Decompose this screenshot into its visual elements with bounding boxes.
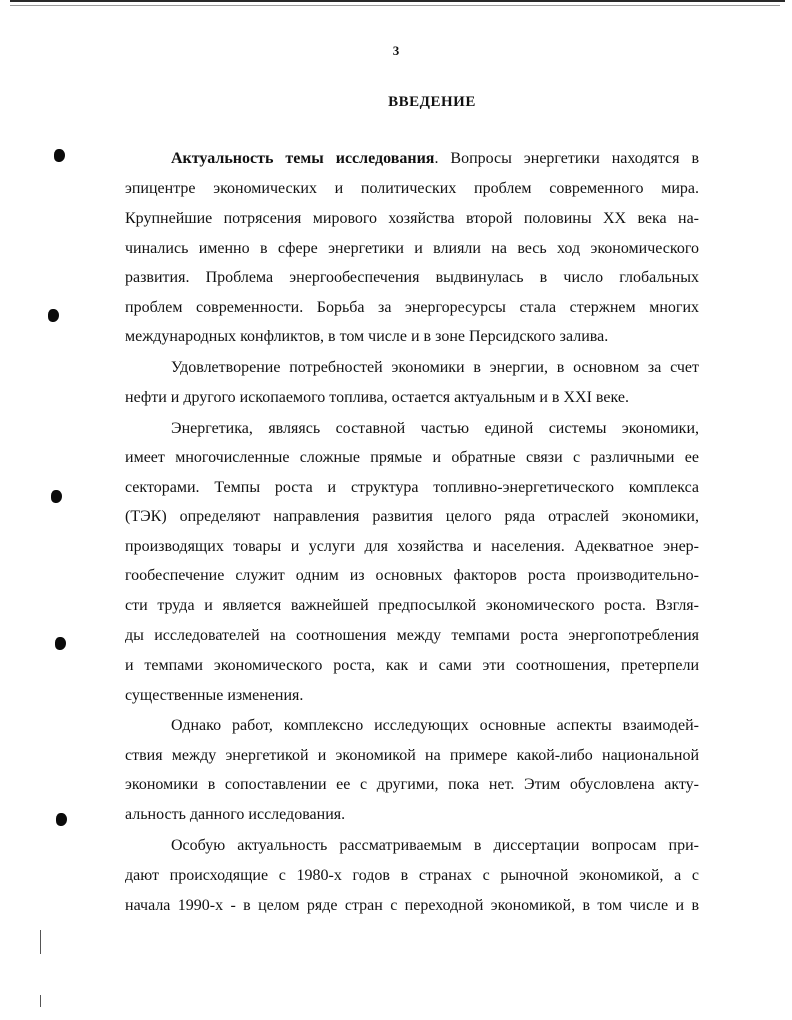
text-line: эпицентре экономических и политических проблем современного мира. [125, 180, 699, 197]
lead-rest-text: . Вопросы энергетики находятся в [434, 150, 700, 167]
lead-phrase: Актуальность темы исследования [171, 150, 435, 167]
binder-hole-mark [54, 149, 65, 162]
scan-mark [40, 995, 41, 1007]
text-line: ствия между энергетикой и экономикой на примере какой-либо национальной [125, 747, 699, 764]
page-heading: ВВЕДЕНИЕ [388, 94, 476, 110]
text-line: секторами. Темпы роста и структура топливно-энергетического комплекса [125, 479, 699, 496]
text-line: Крупнейшие потрясения мирового хозяйства второй половины XX века на- [125, 210, 699, 227]
binder-hole-mark [48, 309, 59, 322]
text-line: Удовлетворение потребностей экономики в энергии, в основном за счет [171, 359, 699, 376]
text-line: производящих товары и услуги для хозяйства и населения. Адекватное энер- [125, 538, 699, 555]
text-line: сти труда и является важнейшей предпосылкой экономического роста. Взгля- [125, 597, 699, 614]
text-line: гообеспечение служит одним из основных факторов роста производительно- [125, 567, 699, 584]
text-line: нефти и другого ископаемого топлива, остается актуальным и в XXI веке. [125, 389, 629, 406]
binder-hole-mark [55, 637, 66, 650]
text-line: развития. Проблема энергообеспечения выдвинулась в число глобальных [125, 269, 699, 286]
text-line: начала 1990-х - в целом ряде стран с переходной экономикой, в том числе и в [125, 897, 699, 914]
text-line: и темпами экономического роста, как и сами эти соотношения, претерпели [125, 657, 699, 674]
scan-mark [40, 930, 41, 954]
text-line: чинались именно в сфере энергетики и влияли на весь ход экономического [125, 240, 699, 257]
text-line: экономики в сопоставлении ее с другими, пока нет. Этим обусловлена акту- [125, 776, 699, 793]
binder-hole-mark [56, 813, 67, 826]
text-line: Особую актуальность рассматриваемым в диссертации вопросам при- [171, 837, 699, 854]
top-border-line-thin [10, 5, 780, 6]
text-line: проблем современности. Борьба за энергоресурсы стала стержнем многих [125, 299, 699, 316]
text-line [171, 149, 699, 169]
text-line: ды исследователей на соотношения между темпами роста энергопотребления [125, 627, 699, 644]
text-line: (ТЭК) определяют направления развития целого ряда отраслей экономики, [125, 508, 699, 525]
text-line: имеет многочисленные сложные прямые и обратные связи с различными ее [125, 449, 699, 466]
text-line: альность данного исследования. [125, 806, 346, 823]
text-line: Однако работ, комплексно исследующих основные аспекты взаимодей- [171, 717, 699, 734]
text-line: дают происходящие с 1980-х годов в странах с рыночной экономикой, а с [125, 867, 699, 884]
text-line: Энергетика, являясь составной частью единой системы экономики, [171, 420, 699, 437]
top-border-line [10, 0, 785, 2]
binder-hole-mark [51, 490, 62, 503]
page-number: 3 [392, 43, 400, 58]
text-line: международных конфликтов, в том числе и в зоне Персидского залива. [125, 328, 609, 345]
text-line: существенные изменения. [125, 687, 304, 704]
